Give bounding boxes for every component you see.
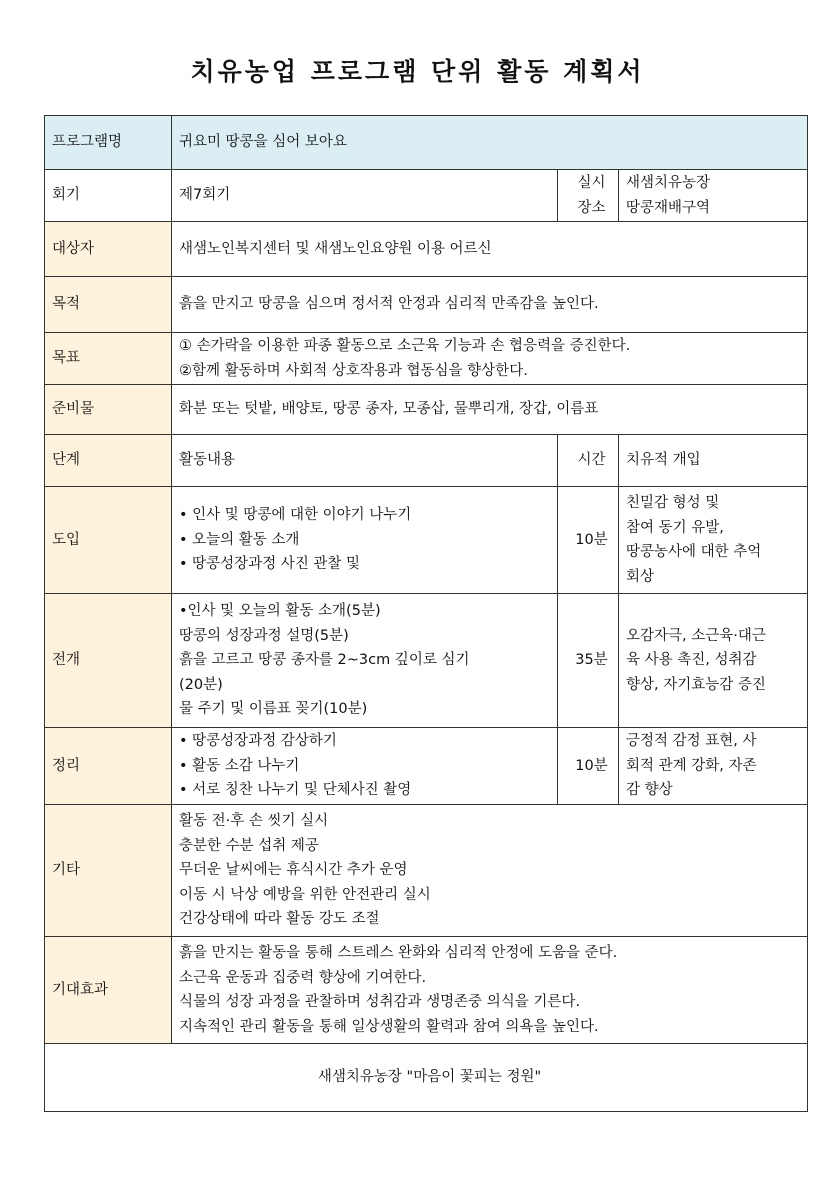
goals-value — [172, 333, 808, 385]
time-header-label: 시간 — [558, 435, 619, 487]
place-label — [558, 170, 619, 222]
content-line: • 땅콩성장과정 사진 관찰 및 — [179, 556, 361, 573]
effects-value — [172, 937, 808, 1044]
place-label-line-1: 실시 — [577, 175, 606, 191]
row-session — [45, 170, 808, 222]
intervention-line: 친밀감 형성 및 — [626, 495, 720, 511]
place-value — [619, 170, 808, 222]
stage-intervention — [619, 594, 808, 728]
stage-content — [172, 487, 558, 594]
materials-value: 화분 또는 텃밭, 배양토, 땅콩 종자, 모종삽, 물뿌리개, 장갑, 이름표 — [172, 385, 808, 435]
row-stage-wrapup — [45, 728, 808, 805]
row-effects — [45, 937, 808, 1044]
etc-value — [172, 805, 808, 937]
effect-line: 흙을 만지는 활동을 통해 스트레스 완화와 심리적 안정에 도움을 준다. — [179, 945, 618, 961]
etc-line: 무더운 날씨에는 휴식시간 추가 운영 — [179, 862, 408, 879]
stage-intervention — [619, 487, 808, 594]
stage-header-label: 단계 — [45, 435, 172, 487]
intervention-line: 향상, 자기효능감 증진 — [626, 676, 766, 693]
effects-label: 기대효과 — [45, 937, 172, 1044]
goal-line: ① 손가락을 이용한 파종 활동으로 소근육 기능과 손 협응력을 증진한다. — [179, 338, 631, 354]
stage-time: 10분 — [558, 487, 619, 594]
target-value: 새샘노인복지센터 및 새샘노인요양원 이용 어르신 — [172, 222, 808, 277]
row-stage-main — [45, 594, 808, 728]
goal-line: ②함께 활동하며 사회적 상호작용과 협동심을 향상한다. — [179, 362, 528, 379]
intervention-line: 감 향상 — [626, 782, 673, 799]
target-label: 대상자 — [45, 222, 172, 277]
row-target — [45, 222, 808, 277]
row-goals — [45, 333, 808, 385]
place-label-line-2: 장소 — [577, 199, 606, 216]
row-program-name — [45, 116, 808, 170]
intervention-header-label: 치유적 개입 — [619, 435, 808, 487]
stage-name: 전개 — [45, 594, 172, 728]
content-line: •인사 및 오늘의 활동 소개(5분) — [179, 603, 381, 620]
stage-content — [172, 728, 558, 805]
etc-line: 이동 시 낙상 예방을 위한 안전관리 실시 — [179, 886, 431, 903]
etc-line: 건강상태에 따라 활동 강도 조절 — [179, 911, 380, 928]
intervention-line: 회적 관계 강화, 자존 — [626, 757, 757, 774]
content-line: 물 주기 및 이름표 꽂기(10분) — [179, 701, 368, 718]
intervention-line: 긍정적 감정 표현, 사 — [626, 733, 757, 750]
etc-line: 활동 전·후 손 씻기 실시 — [179, 813, 329, 830]
stage-name: 도입 — [45, 487, 172, 594]
intervention-line: 참여 동기 유발, — [626, 519, 724, 536]
purpose-label: 목적 — [45, 277, 172, 333]
row-materials — [45, 385, 808, 435]
footer-motto: 새샘치유농장 "마음이 꽃피는 정원" — [45, 1044, 808, 1112]
row-footer — [45, 1044, 808, 1112]
row-stage-header — [45, 435, 808, 487]
goals-label: 목표 — [45, 333, 172, 385]
row-etc — [45, 805, 808, 937]
content-line: 땅콩의 성장과정 설명(5분) — [179, 627, 349, 644]
place-value-line-2: 땅콩재배구역 — [626, 199, 711, 216]
program-name-label: 프로그램명 — [45, 116, 172, 170]
stage-intervention — [619, 728, 808, 805]
etc-label: 기타 — [45, 805, 172, 937]
stage-content — [172, 594, 558, 728]
place-value-line-1: 새샘치유농장 — [626, 175, 711, 191]
effect-line: 식물의 성장 과정을 관찰하며 성취감과 생명존중 의식을 기른다. — [179, 994, 581, 1010]
effect-line: 소근육 운동과 집중력 향상에 기여한다. — [179, 969, 427, 986]
content-line: • 활동 소감 나누기 — [179, 757, 300, 774]
stage-time: 35분 — [558, 594, 619, 728]
session-label: 회기 — [45, 170, 172, 222]
row-stage-intro — [45, 487, 808, 594]
content-line: • 인사 및 땅콩에 대한 이야기 나누기 — [179, 507, 412, 524]
content-line: • 서로 칭찬 나누기 및 단체사진 촬영 — [179, 782, 412, 799]
intervention-line: 땅콩농사에 대한 추억 — [626, 544, 762, 560]
intervention-line: 오감자극, 소근육·대근 — [626, 627, 766, 644]
content-line: 흙을 고르고 땅콩 종자를 2~3cm 깊이로 심기 — [179, 652, 470, 669]
content-line: • 오늘의 활동 소개 — [179, 531, 300, 548]
stage-name: 정리 — [45, 728, 172, 805]
content-line: • 땅콩성장과정 감상하기 — [179, 733, 337, 750]
intervention-line: 육 사용 촉진, 성취감 — [626, 652, 757, 669]
content-line: (20분) — [179, 676, 223, 693]
etc-line: 충분한 수분 섭취 제공 — [179, 837, 319, 854]
stage-time: 10분 — [558, 728, 619, 805]
purpose-value: 흙을 만지고 땅콩을 심으며 정서적 안정과 심리적 만족감을 높인다. — [172, 277, 808, 333]
intervention-line: 회상 — [626, 568, 655, 585]
session-value: 제7회기 — [172, 170, 558, 222]
effect-line: 지속적인 관리 활동을 통해 일상생활의 활력과 참여 의욕을 높인다. — [179, 1018, 599, 1035]
row-purpose — [45, 277, 808, 333]
program-name-value: 귀요미 땅콩을 심어 보아요 — [172, 116, 808, 170]
materials-label: 준비물 — [45, 385, 172, 435]
document-title: 치유농업 프로그램 단위 활동 계획서 — [190, 57, 645, 86]
activity-plan-table — [44, 115, 808, 1112]
content-header-label: 활동내용 — [172, 435, 558, 487]
